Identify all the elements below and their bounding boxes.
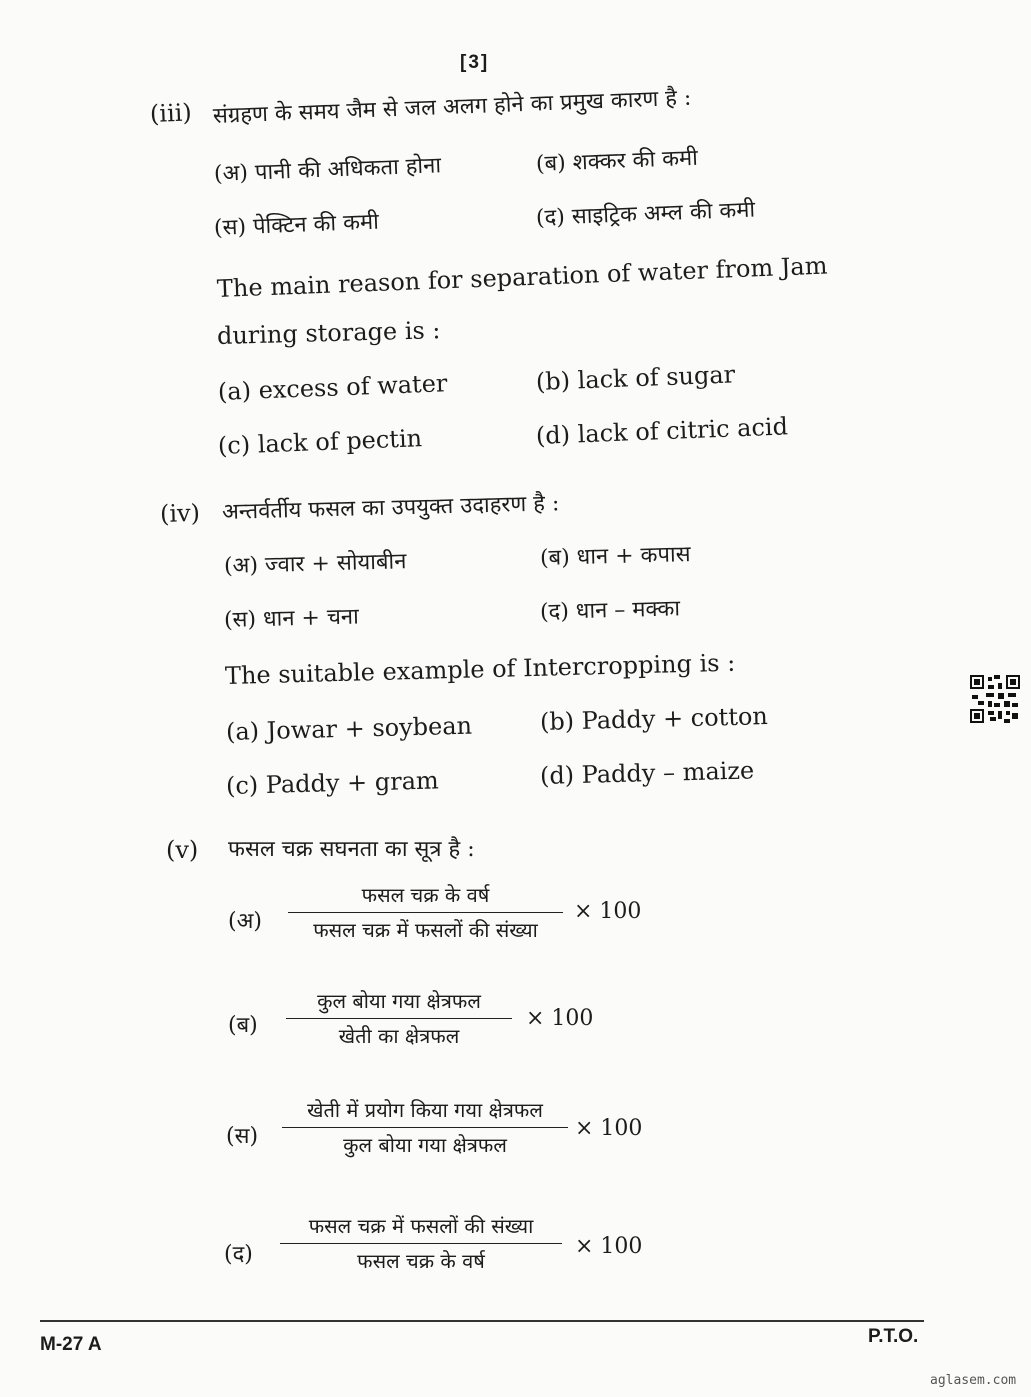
option-label: (c) [217, 430, 251, 460]
option-text: साइट्रिक अम्ल की कमी [571, 197, 756, 230]
q5-formula-d-multiplier: × 100 [575, 1234, 643, 1259]
question-iv-hindi-stem: अन्तर्वर्तीय फसल का उपयुक्त उदाहरण है : [221, 491, 560, 525]
q3-hindi-option-d [535, 194, 755, 232]
q3-hindi-option-b [535, 142, 698, 178]
fraction-denominator: फसल चक्र में फसलों की संख्या [313, 918, 538, 942]
q5-formula-c-fraction [282, 1097, 568, 1158]
q3-hindi-option-c [213, 206, 379, 242]
fraction-numerator: कुल बोया गया क्षेत्रफल [317, 989, 481, 1013]
option-text: पानी की अधिकता होना [254, 153, 442, 186]
question-number-iii: (iii) [149, 98, 193, 128]
option-label: (स) [213, 214, 247, 241]
option-label: (d) [539, 761, 575, 790]
option-text: lack of citric acid [577, 412, 789, 449]
fraction-numerator: खेती में प्रयोग किया गया क्षेत्रफल [307, 1098, 543, 1122]
watermark: aglasem.com [930, 1373, 1017, 1388]
option-label: (a) [217, 376, 252, 406]
q5-formula-a-label: (अ) [228, 909, 262, 934]
q5-formula-b-label: (ब) [228, 1013, 258, 1038]
q3-english-option-b [535, 360, 735, 396]
q3-english-option-d [535, 412, 788, 450]
option-label: (a) [225, 717, 260, 746]
option-text: Paddy – maize [581, 756, 755, 789]
q3-english-stem-line2: during storage is : [216, 316, 441, 350]
option-text: धान + चना [262, 604, 360, 632]
q4-english-option-b [540, 702, 769, 736]
fraction-numerator: फसल चक्र के वर्ष [361, 883, 490, 907]
option-text: धान – मक्का [575, 596, 681, 625]
option-label: (ब) [535, 150, 567, 177]
question-iii-hindi-stem: संग्रहण के समय जैम से जल अलग होने का प्रमुख कारण है : [212, 85, 692, 129]
fraction-bar [282, 1127, 568, 1128]
fraction-bar [286, 1018, 512, 1019]
fraction-denominator: फसल चक्र के वर्ष [357, 1249, 485, 1273]
option-text: धान + कपास [576, 542, 691, 571]
q4-hindi-option-a [224, 545, 407, 580]
question-v-hindi-stem: फसल चक्र सघनता का सूत्र है : [228, 837, 475, 862]
fraction-bar [288, 912, 563, 913]
option-text: Jowar + soybean [266, 711, 473, 745]
q5-formula-c-multiplier: × 100 [575, 1116, 643, 1141]
footer-divider [40, 1320, 924, 1322]
q5-formula-d-fraction [280, 1213, 562, 1274]
option-text: lack of pectin [257, 424, 423, 459]
q5-formula-a-fraction [288, 882, 563, 943]
option-label: (c) [225, 771, 259, 800]
q4-hindi-option-c [224, 600, 360, 634]
q4-english-option-c [226, 766, 439, 800]
option-label: (अ) [213, 160, 249, 187]
fraction-denominator: खेती का क्षेत्रफल [338, 1024, 460, 1048]
option-text: ज्वार + सोयाबीन [264, 549, 407, 578]
option-text: Paddy + gram [265, 766, 440, 799]
question-number-v: (v) [166, 836, 199, 864]
pto-label: P.T.O. [868, 1326, 919, 1347]
paper-code: M-27 A [40, 1334, 102, 1355]
q3-english-option-a [217, 369, 447, 406]
q4-english-stem: The suitable example of Intercropping is : [224, 648, 736, 690]
q4-hindi-option-b [540, 538, 691, 572]
fraction-bar [280, 1243, 562, 1244]
q4-english-option-d [540, 756, 755, 790]
q4-english-option-a [226, 712, 473, 746]
option-text: excess of water [258, 369, 448, 405]
option-label: (b) [535, 366, 571, 396]
option-label: (अ) [223, 553, 259, 579]
option-text: शक्कर की कमी [572, 145, 699, 176]
fraction-numerator: फसल चक्र में फसलों की संख्या [308, 1214, 534, 1238]
option-text: lack of sugar [577, 360, 736, 395]
option-label: (d) [535, 420, 571, 450]
option-label: (स) [223, 607, 257, 633]
q5-formula-b-multiplier: × 100 [526, 1006, 594, 1031]
option-text: पेक्टिन की कमी [252, 209, 380, 240]
fraction-denominator: कुल बोया गया क्षेत्रफल [343, 1133, 507, 1157]
q5-formula-a-multiplier: × 100 [574, 899, 642, 924]
q3-hindi-option-a [213, 149, 441, 188]
q3-english-stem-line1: The main reason for separation of water from Jam [216, 251, 828, 303]
q5-formula-d-label: (द) [224, 1242, 253, 1267]
q5-formula-c-label: (स) [226, 1124, 259, 1149]
option-label: (द) [535, 204, 566, 231]
option-label: (ब) [539, 545, 571, 571]
option-label: (b) [539, 707, 575, 736]
option-label: (द) [539, 599, 570, 625]
qr-code-icon [970, 675, 1020, 723]
question-number-iv: (iv) [159, 498, 201, 528]
page-number: [3] [460, 52, 490, 73]
q4-hindi-option-d [540, 592, 681, 626]
option-text: Paddy + cotton [581, 702, 769, 735]
q5-formula-b-fraction [286, 988, 512, 1049]
q3-english-option-c [217, 424, 422, 460]
